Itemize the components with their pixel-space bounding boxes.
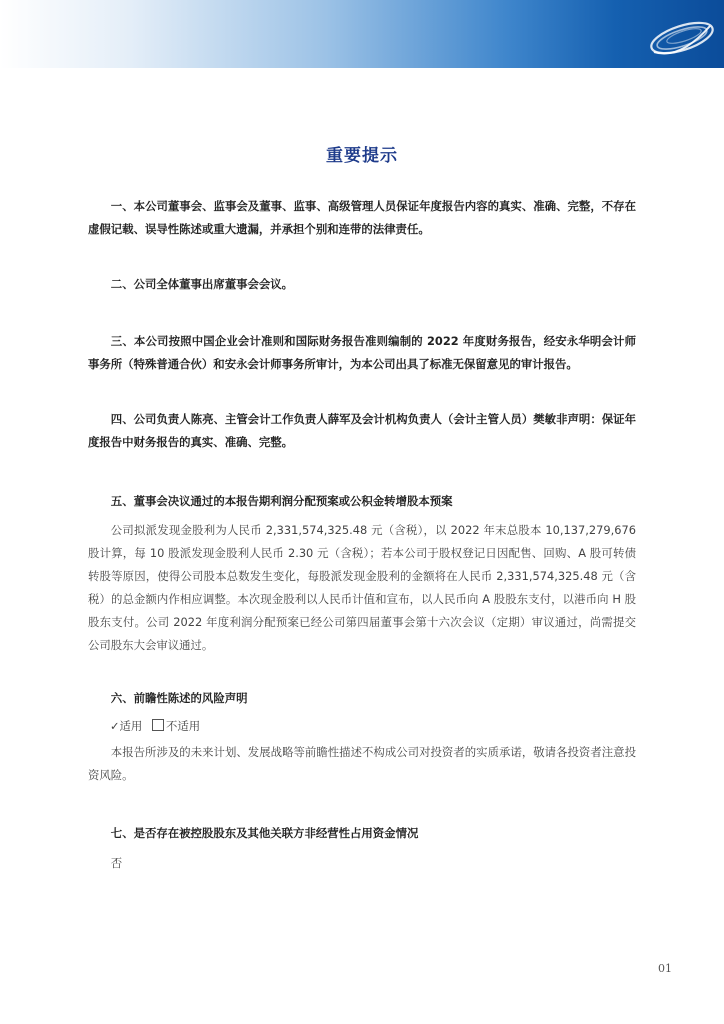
- checkbox-empty-icon: [152, 719, 164, 731]
- notice-item-2: 二、公司全体董事出席董事会会议。: [110, 277, 294, 291]
- section6-heading: 六、前瞻性陈述的风险声明: [110, 691, 248, 705]
- section5-body: 公司拟派发现金股利为人民币 2,331,574,325.48 元（含税），以 2022 年末总股本 10,137,279,676 股计算，每 10 股派发现金股利人民币 2.30 元（含税）；若本公司于股权登记日因配售、回购、A 股可转债转股等原因，使得公司股本总数发生变化，每股派发现金股利的金额将在人民币 2,331,574,325.48 元（含税）的总金额内作相应调整。本次现金股利以人民币计值和宣布，以人民币向 A 股股东支付，以港币向 H 股股东支付。公司 2022 年度利润分配预案已经公司第四届董事会第十六次会议（定期）审议通过，尚需提交公司股东大会审议通过。: [88, 523, 636, 652]
- page-number: 01: [658, 962, 672, 975]
- applicability-options: [110, 715, 200, 737]
- applicable-checked-option: ✓适用: [110, 719, 143, 733]
- section5-heading: 五、董事会决议通过的本报告期利润分配预案或公积金转增股本预案: [110, 494, 453, 508]
- notice-item-4: 四、公司负责人陈亮、主管会计工作负责人薛军及会计机构负责人（会计主管人员）樊敏非声明：保证年度报告中财务报告的真实、准确、完整。: [88, 412, 636, 449]
- notice-item-3: 三、本公司按照中国企业会计准则和国际财务报告准则编制的 2022 年度财务报告，经安永华明会计师事务所（特殊普通合伙）和安永会计师事务所审计，为本公司出具了标准无保留意见的审计报告。: [88, 334, 636, 371]
- notice-item-1: 一、本公司董事会、监事会及董事、监事、高级管理人员保证年度报告内容的真实、准确、完整，不存在虚假记载、误导性陈述或重大遗漏，并承担个别和连带的法律责任。: [88, 199, 636, 236]
- page-title: 重要提示: [326, 146, 398, 166]
- header-banner: [0, 0, 724, 68]
- not-applicable-option: 不适用: [165, 719, 201, 733]
- section7-body: 否: [110, 856, 123, 870]
- brand-swirl-logo-icon: [640, 4, 716, 66]
- section7-heading: 七、是否存在被控股股东及其他关联方非经营性占用资金情况: [110, 826, 419, 840]
- section6-body: 本报告所涉及的未来计划、发展战略等前瞻性描述不构成公司对投资者的实质承诺，敬请各投资者注意投资风险。: [88, 745, 636, 782]
